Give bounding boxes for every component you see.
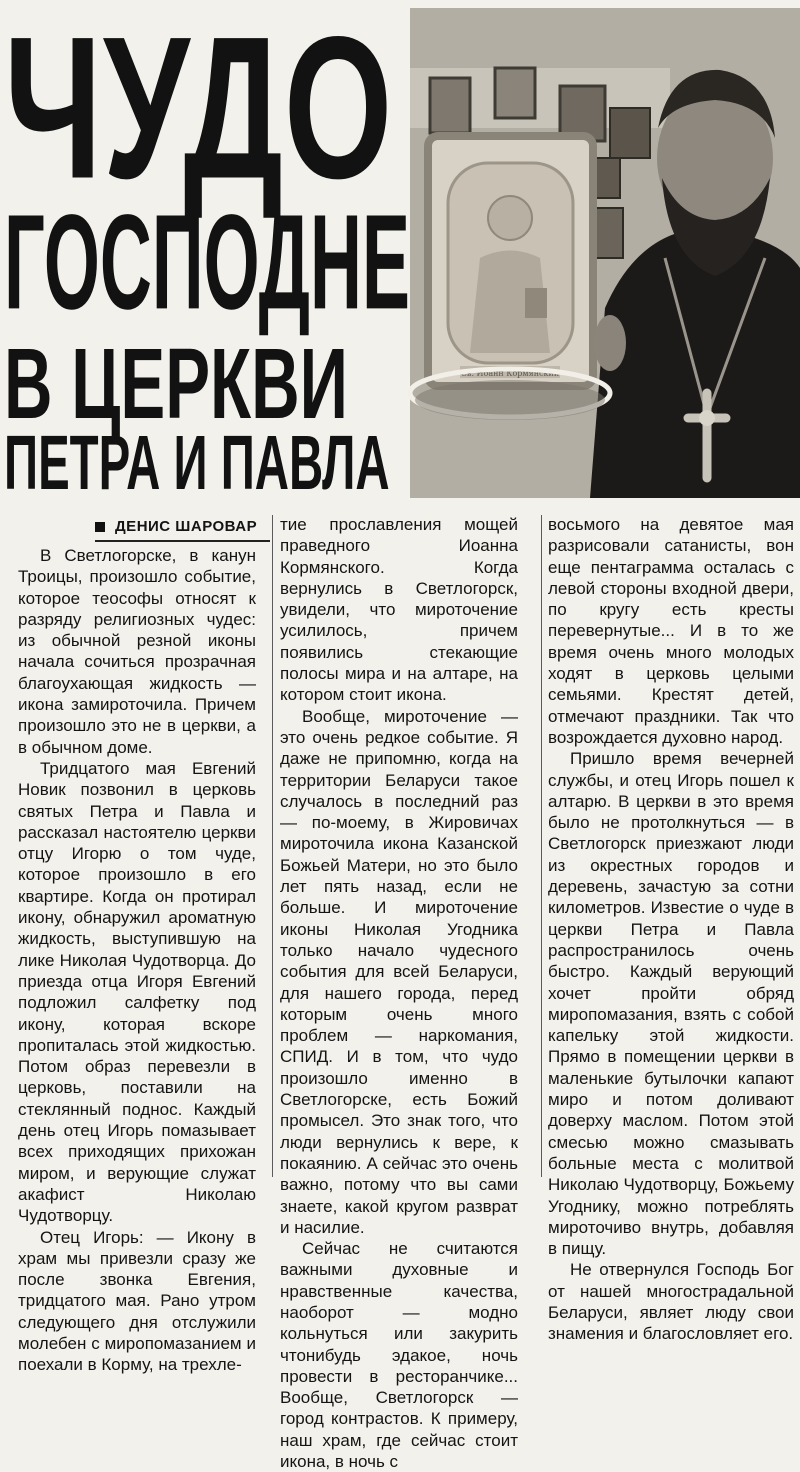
byline [95, 518, 275, 535]
headline-block [0, 0, 410, 506]
article-column-3 [548, 514, 794, 1344]
icon-inscription: Св. Иоанн Кормянский [460, 369, 560, 378]
paragraph: тие прославления мощей праведного Иоанна Кормянского. Когда вернулись в Светлогорск, увидели, что мироточение усилилось, причем появились стекающие полосы мира и на алтаре, на котором стоит икона. [280, 515, 518, 705]
paragraph: Сейчас не считаются важными духовные и нравственные качества, наоборот — модно кольнуться или закурить чтонибудь эдакое, ночь провести в ресторанчике... Вообще, Светлогорск — город контрастов. К примеру, наш храм, где сейчас стоит икона, в ночь с [280, 1239, 518, 1472]
paragraph: восьмого на девятое мая разрисовали сатанисты, вон еще пентаграмма осталась с левой стороны входной двери, по кругу есть кресты перевернутые... И в то же время очень много молодых ходят в церковь целыми семьями. Крестят детей, отмечают праздники. Так что возрождается духовно народ. [548, 515, 794, 747]
paragraph: Вообще, мироточение — это очень редкое событие. Я даже не припомню, когда на территории Беларуси такое случалось в последний раз — по-моему, в Жировичах мироточила икона Казанской Божьей Матери, но это было лет пять назад, если не больше. И мироточение иконы Николая Угодника только начало чудесного события для всей Беларуси, для нашего города, перед которым очень много проблем — наркомания, СПИД. И в том, что чудо произошло именно в Светлогорске, есть Божий промысел. Это знак того, что люди вернулись к вере, к покаянию. А сейчас это очень важно, потому что вы сами знаете, какой кругом разврат и насилие. [280, 706, 518, 1237]
headline-line-4: ПЕТРА И ПАВЛА [4, 419, 390, 506]
priest-with-icon-photo [410, 8, 800, 498]
paragraph: Тридцатого мая Евгений Новик позвонил в церковь святых Петра и Павла и рассказал настоятелю церкви отцу Игорю о том чуде, которое произошло в его квартире. Когда он протирал икону, обнаружил ароматную жидкость, выступившую на лике Николая Чудотворца. До приезда отца Игоря Евгений подложил салфетку под икону, которая вскоре пропиталась этой жидкостью. Потом образ перевезли в церковь, поставили на стеклянный поднос. Каждый день отец Игорь помазывает всех приходящих прихожан миром, и верующие служат акафист Николаю Чудотворцу. [18, 758, 256, 1226]
column-divider-1 [272, 515, 273, 1177]
paragraph: Пришло время вечерней службы, и отец Игорь пошел к алтарю. В церкви в это время было не протолкнуться — в Светлогорск приезжают люди из окрестных городов и деревень, зачастую за сотни километров. Известие о чуде в церкви Петра и Павла распространилось очень быстро. Каждый верующий хочет пройти обряд миропомазания, взять с собой капельку этой жидкости. Прямо в помещении церкви в маленькие бутылочки капают миро и потом доливают доверху маслом. Потом этой смесью можно смазывать больные места с молитвой Николаю Чудотворцу, Божьему Угоднику, можно потреблять мироточиво внутрь, добавляя в пищу. [548, 749, 794, 1259]
column-divider-2 [541, 515, 542, 1177]
headline-line-2: ГОСПОДНЕ [4, 186, 410, 339]
paragraph: Не отвернулся Господь Бог от нашей многострадальной Беларуси, являет люду свои знамения и благословляет его. [548, 1260, 794, 1344]
paragraph: Отец Игорь: — Икону в храм мы привезли сразу же после звонка Евгения, тридцатого мая. Рано утром следующего дня отслужили молебен с миропомазанием и поехали в Корму, на трехле- [18, 1227, 256, 1375]
article-column-2 [280, 514, 518, 1472]
byline-square-icon [95, 522, 105, 532]
headline-line-3: В ЦЕРКВИ [4, 328, 348, 440]
headline-line-1: ЧУДО [4, 0, 394, 221]
article-column-1 [18, 545, 256, 1375]
photo-illustration [410, 8, 800, 498]
byline-rule [95, 540, 270, 542]
author-name: ДЕНИС ШАРОВАР [115, 518, 258, 535]
paragraph: В Светлогорске, в канун Троицы, произошло событие, которое теософы относят к разряду религиозных чудес: из обычной резной иконы начала сочиться прозрачная благоухающая жидкость — икона замироточила. Причем произошло это не в церкви, а в обычном доме. [18, 546, 256, 757]
